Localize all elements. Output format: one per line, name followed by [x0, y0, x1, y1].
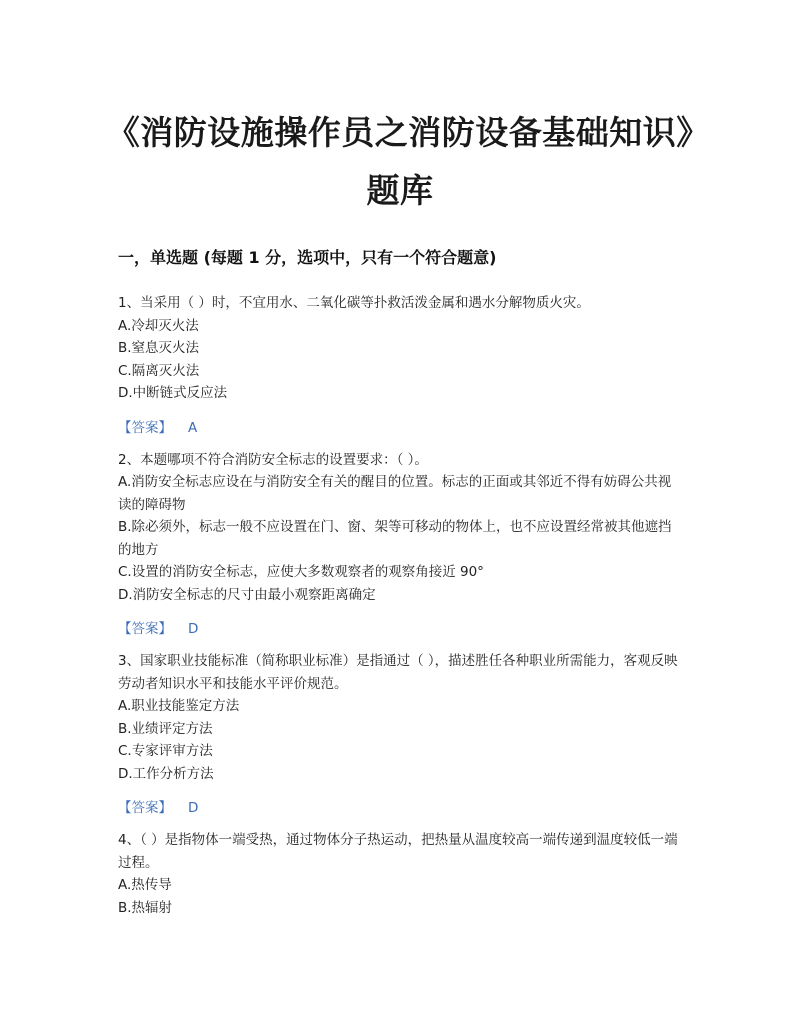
section-heading: 一，单选题 (每题 1 分，选项中，只有一个符合题意) — [118, 248, 497, 267]
question-4 — [118, 829, 683, 919]
option-b: B.热辐射 — [118, 899, 173, 916]
question-list — [118, 292, 683, 919]
option-b: B.窒息灭火法 — [118, 340, 200, 356]
option-a: A.冷却灭火法 — [118, 317, 199, 334]
document-title: 《消防设施操作员之消防设备基础知识》题库 — [106, 113, 694, 210]
option-c: C.专家评审方法 — [118, 743, 213, 759]
option-b: B.业绩评定方法 — [118, 720, 213, 737]
option-a: A.消防安全标志应设在与消防安全有关的醒目的位置。标志的正面或其邻近不得有妨碍公共视读的障碍物 — [118, 474, 672, 513]
answer-label: 【答案】 — [118, 419, 172, 436]
answer-value: A — [188, 419, 198, 436]
question-1 — [118, 292, 683, 439]
answer-value: D — [188, 621, 199, 637]
question-stem: 1、当采用（ ）时，不宜用水、二氧化碳等扑救活泼金属和遇水分解物质火灾。 — [118, 295, 590, 311]
answer-line — [118, 797, 683, 819]
question-stem: 2、本题哪项不符合消防安全标志的设置要求：（ ）。 — [118, 451, 428, 468]
option-c: C.隔离灭火法 — [118, 362, 200, 379]
question-3 — [118, 650, 683, 819]
option-d: D.中断链式反应法 — [118, 385, 228, 401]
question-2 — [118, 449, 683, 641]
option-a: A.热传导 — [118, 877, 172, 893]
question-stem: 3、国家职业技能标准（简称职业标准）是指通过（ ），描述胜任各种职业所需能力，客观反映劳动者知识水平和技能水平评价规范。 — [118, 653, 678, 692]
answer-line — [118, 618, 683, 640]
option-b: B.除必须外，标志一般不应设置在门、窗、架等可移动的物体上，也不应设置经常被其他遮挡的地方 — [118, 519, 672, 558]
option-d: D.工作分析方法 — [118, 765, 214, 782]
option-d: D.消防安全标志的尺寸由最小观察距离确定 — [118, 586, 376, 603]
answer-value: D — [188, 800, 199, 816]
answer-line — [118, 417, 683, 439]
answer-label: 【答案】 — [118, 800, 172, 816]
answer-label: 【答案】 — [118, 621, 172, 637]
question-stem: 4、（ ）是指物体一端受热，通过物体分子热运动，把热量从温度较高一端传递到温度较低一端过程。 — [118, 832, 678, 871]
option-c: C.设置的消防安全标志，应使大多数观察者的观察角接近 90° — [118, 564, 484, 580]
option-a: A.职业技能鉴定方法 — [118, 698, 240, 714]
